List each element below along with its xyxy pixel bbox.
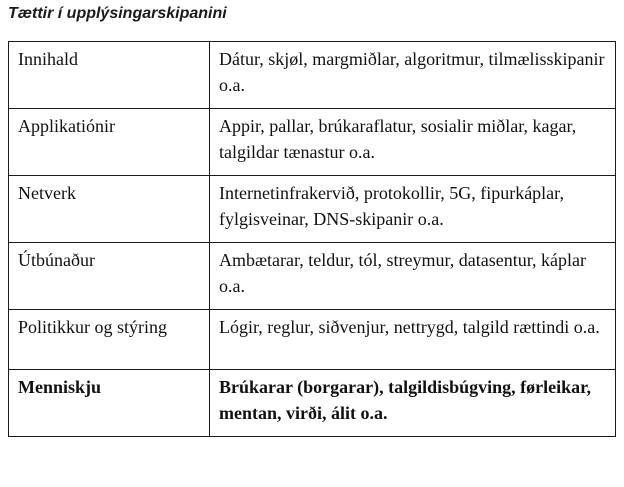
table-row (9, 243, 616, 310)
row-description-cell: Appir, pallar, brúkaraflatur, sosialir miðlar, kagar, talgildar tænastur o.a. (210, 109, 616, 176)
row-description-cell: Lógir, reglur, siðvenjur, nettrygd, talgild rættindi o.a. (210, 310, 616, 370)
layers-table (8, 41, 616, 437)
row-name-cell: Menniskju (9, 370, 210, 437)
table-row (9, 42, 616, 109)
table-row (9, 109, 616, 176)
row-name-cell: Applikatiónir (9, 109, 210, 176)
table-row (9, 310, 616, 370)
row-name-cell: Innihald (9, 42, 210, 109)
row-name-cell: Útbúnaður (9, 243, 210, 310)
row-name-cell: Politikkur og stýring (9, 310, 210, 370)
table-caption: Tættir í upplýsingarskipanini (8, 5, 227, 22)
row-name-cell: Netverk (9, 176, 210, 243)
row-description-cell: Brúkarar (borgarar), talgildisbúgving, førleikar, mentan, virði, álit o.a. (210, 370, 616, 437)
table-row (9, 176, 616, 243)
table-row (9, 370, 616, 437)
row-description-cell: Ambætarar, teldur, tól, streymur, datasentur, káplar o.a. (210, 243, 616, 310)
row-description-cell: Dátur, skjøl, margmiðlar, algoritmur, tilmælisskipanir o.a. (210, 42, 616, 109)
row-description-cell: Internetinfrakervið, protokollir, 5G, fipurkáplar, fylgisveinar, DNS-skipanir o.a. (210, 176, 616, 243)
